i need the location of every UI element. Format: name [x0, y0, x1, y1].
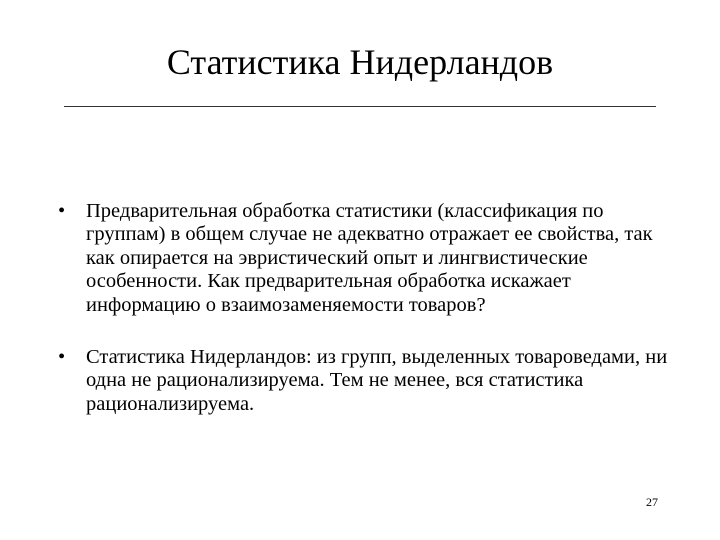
bullet-text: Предварительная обработка статистики (классификация по группам) в общем случае не адекватно отражает ее свойства, так как опирается на эвристический опыт и лингвистические особенности. Как предварительная обработка искажает информацию о взаимозаменяемости товаров?: [86, 200, 653, 316]
title-divider: [64, 106, 656, 107]
bullet-text: Статистика Нидерландов: из групп, выделенных товароведами, ни одна не рационализируема. Тем не менее, вся статистика рационализируема.: [86, 346, 668, 415]
bullet-item: [56, 200, 680, 317]
bullet-marker: •: [58, 346, 66, 369]
page-number: 27: [646, 495, 658, 509]
bullet-item: [56, 346, 680, 416]
bullet-list: [56, 200, 680, 416]
bullet-marker: •: [58, 200, 66, 222]
slide-title: Статистика Нидерландов: [166, 42, 554, 82]
